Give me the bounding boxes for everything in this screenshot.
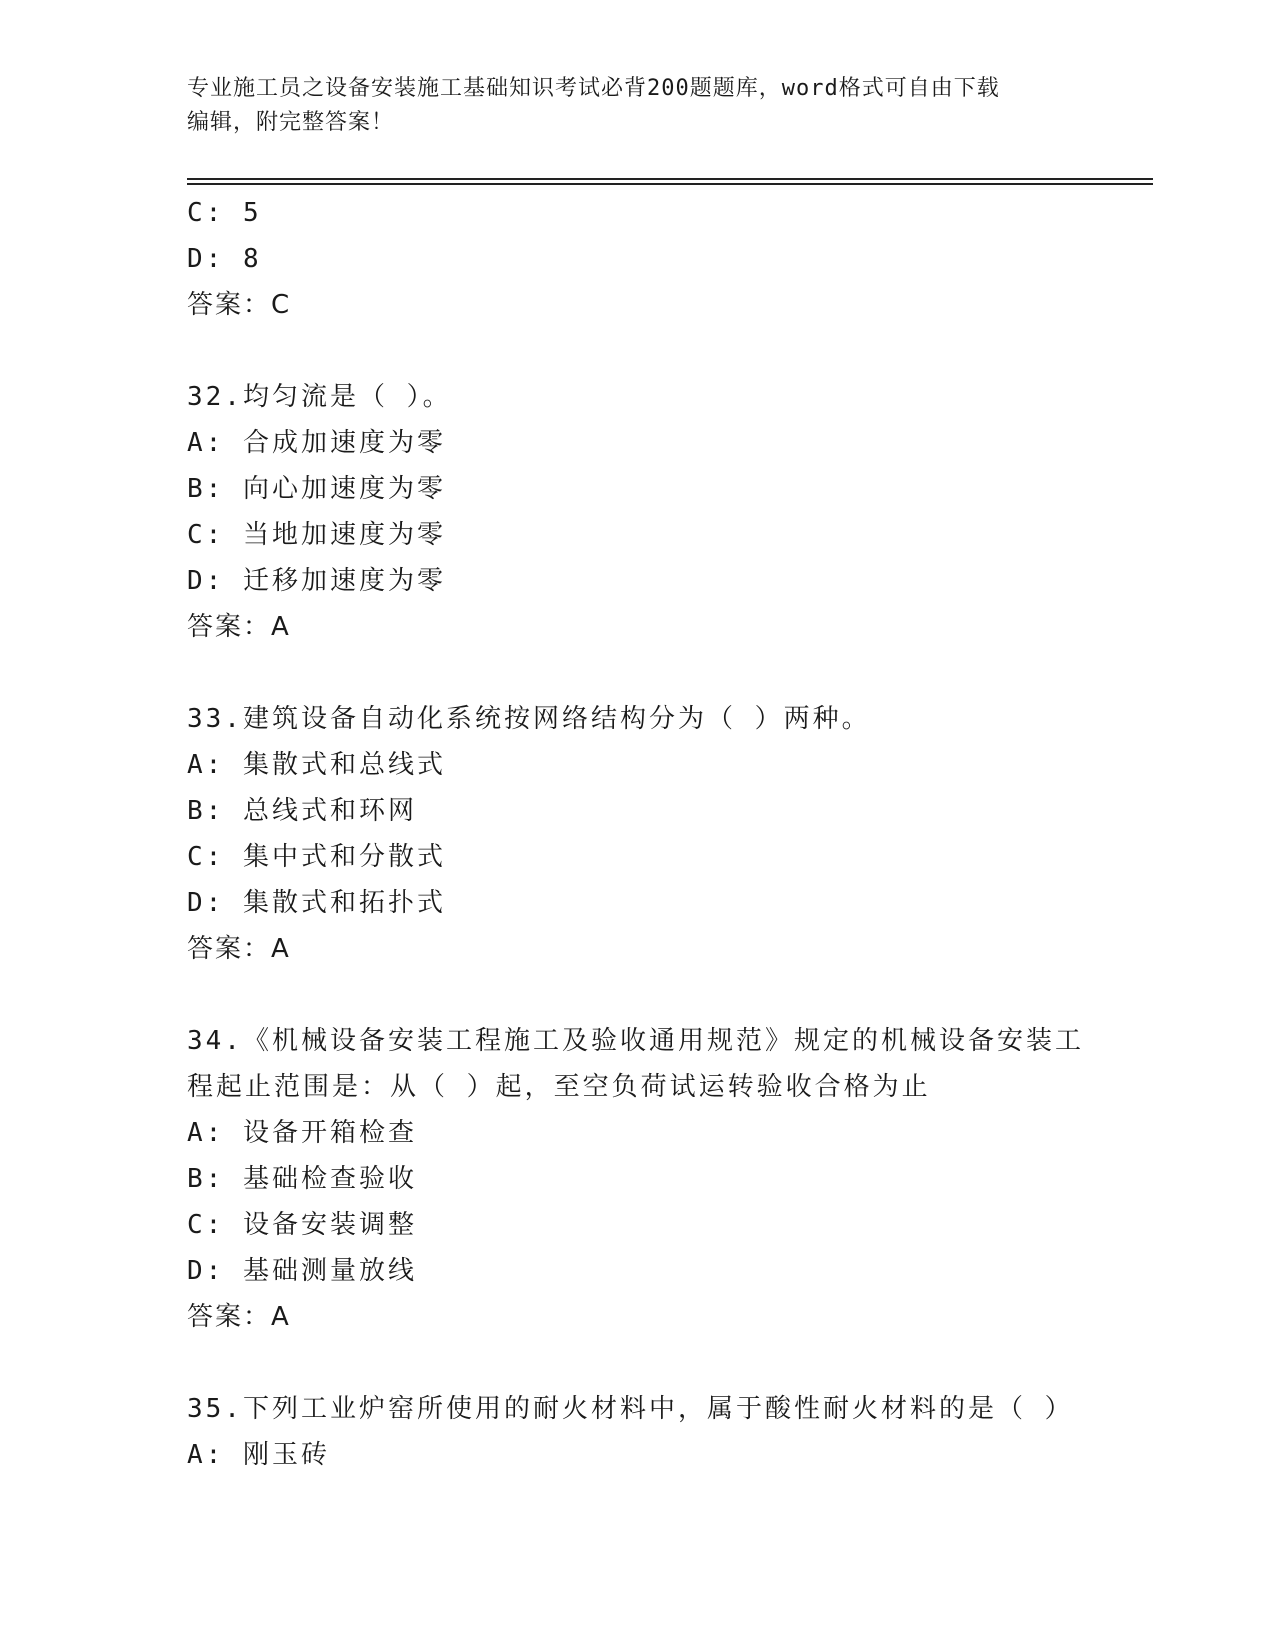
question-stem-line-1: 34.《机械设备安装工程施工及验收通用规范》规定的机械设备安装工 <box>187 1026 1084 1056</box>
option-a: A: 刚玉砖 <box>187 1440 330 1470</box>
question-34 <box>187 1018 1087 1340</box>
header-divider-top <box>187 178 1153 180</box>
option-a: A: 合成加速度为零 <box>187 428 446 458</box>
answer-line: 答案：A <box>187 612 291 642</box>
option-d: D: 集散式和拓扑式 <box>187 888 446 918</box>
option-c: C: 当地加速度为零 <box>187 520 446 550</box>
question-31-tail <box>187 190 1087 328</box>
spacer <box>187 650 1087 696</box>
question-35 <box>187 1386 1087 1478</box>
option-a: A: 设备开箱检查 <box>187 1118 417 1148</box>
question-stem-line-2: 程起止范围是：从（ ）起，至空负荷试运转验收合格为止 <box>187 1072 931 1102</box>
answer-line: 答案：A <box>187 934 291 964</box>
option-b: B: 向心加速度为零 <box>187 474 446 504</box>
document-header <box>187 72 1087 140</box>
option-c: C: 设备安装调整 <box>187 1210 417 1240</box>
header-line-2: 编辑，附完整答案！ <box>187 110 395 135</box>
option-d: D: 8 <box>187 244 262 274</box>
header-divider-bottom <box>187 183 1153 185</box>
option-a: A: 集散式和总线式 <box>187 750 446 780</box>
question-32 <box>187 374 1087 650</box>
question-stem: 35.下列工业炉窑所使用的耐火材料中，属于酸性耐火材料的是（ ） <box>187 1394 1074 1424</box>
option-d: D: 基础测量放线 <box>187 1256 417 1286</box>
option-c: C: 集中式和分散式 <box>187 842 446 872</box>
spacer <box>187 328 1087 374</box>
spacer <box>187 1340 1087 1386</box>
option-b: B: 基础检查验收 <box>187 1164 417 1194</box>
question-list <box>187 190 1087 1478</box>
option-b: B: 总线式和环网 <box>187 796 417 826</box>
option-c: C: 5 <box>187 198 262 228</box>
header-line-1: 专业施工员之设备安装施工基础知识考试必背200题题库，word格式可自由下载 <box>187 76 1000 101</box>
question-stem: 32.均匀流是（ ）。 <box>187 382 452 412</box>
question-stem: 33.建筑设备自动化系统按网络结构分为（ ）两种。 <box>187 704 871 734</box>
answer-line: 答案：C <box>187 290 292 320</box>
question-33 <box>187 696 1087 972</box>
option-d: D: 迁移加速度为零 <box>187 566 446 596</box>
answer-line: 答案：A <box>187 1302 291 1332</box>
spacer <box>187 972 1087 1018</box>
